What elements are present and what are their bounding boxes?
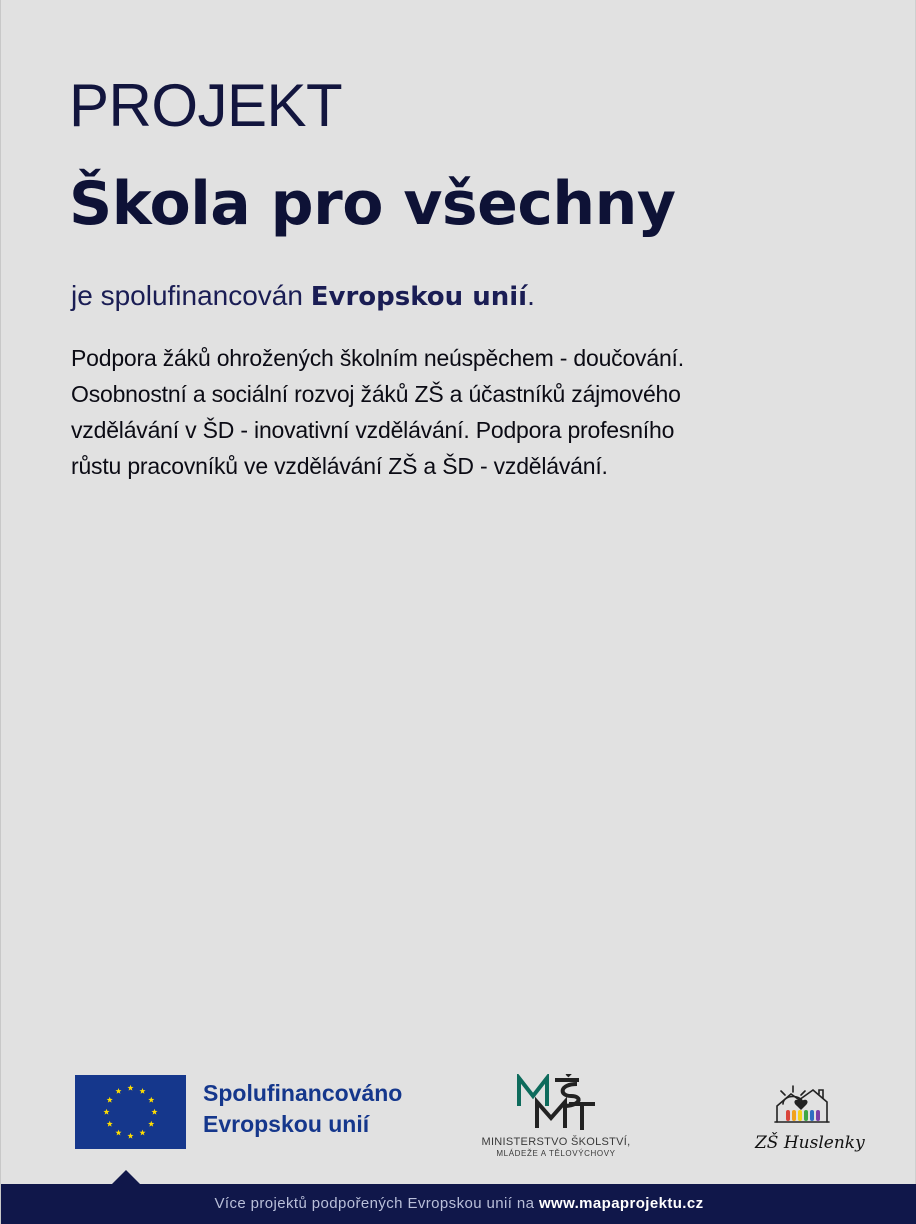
school-name: ZŠ Huslenky: [755, 1133, 865, 1153]
eu-text-line2: Evropskou unií: [203, 1111, 370, 1137]
description-line: Osobnostní a sociální rozvoj žáků ZŠ a účastníků zájmového: [71, 381, 681, 407]
eu-star-icon: [139, 1130, 145, 1136]
school-logo: [753, 1078, 865, 1162]
eu-star-icon: [103, 1109, 109, 1115]
eu-star-icon: [127, 1085, 133, 1091]
school-house-icon: [773, 1078, 833, 1132]
cofinancing-suffix: .: [527, 280, 535, 311]
description-line: vzdělávání v ŠD - inovativní vzdělávání. Podpora profesního: [71, 417, 675, 443]
eu-star-icon: [151, 1109, 157, 1115]
eu-star-icon: [107, 1097, 113, 1103]
footer-prefix: Více projektů podpořených Evropskou unií na: [214, 1195, 539, 1212]
description-line: Podpora žáků ohrožených školním neúspěchem - doučování.: [71, 345, 684, 371]
project-description: [71, 340, 841, 484]
eu-star-icon: [115, 1088, 121, 1094]
msmt-logo: [475, 1074, 637, 1164]
logo-bar: [1, 1066, 916, 1166]
cofinancing-prefix: je spolufinancován: [71, 280, 311, 311]
project-label: PROJEKT: [69, 72, 343, 139]
msmt-name-line1: MINISTERSTVO ŠKOLSTVÍ,: [481, 1136, 631, 1148]
eu-star-icon: [115, 1130, 121, 1136]
msmt-name-line2: MLÁDEŽE A TĚLOVÝCHOVY: [496, 1149, 616, 1158]
footer-notch: [111, 1170, 141, 1185]
eu-cofinanced-text: [203, 1078, 402, 1140]
eu-text-line1: Spolufinancováno: [203, 1080, 403, 1106]
description-line: růstu pracovníků ve vzdělávání ZŠ a ŠD - vzdělávání.: [71, 453, 608, 479]
cofinancing-statement: [71, 276, 535, 317]
msmt-mark-icon: [515, 1074, 597, 1134]
footer-bar: [1, 1184, 916, 1224]
footer-link[interactable]: www.mapaprojektu.cz: [538, 1195, 704, 1212]
eu-flag-icon: [75, 1075, 186, 1149]
project-title: Škola pro všechny: [69, 169, 676, 239]
eu-star-icon: [148, 1121, 154, 1127]
eu-star-icon: [139, 1088, 145, 1094]
eu-star-icon: [107, 1121, 113, 1127]
cofinancing-eu: Evropskou unií: [310, 282, 528, 312]
eu-star-icon: [148, 1097, 154, 1103]
eu-star-icon: [127, 1133, 133, 1139]
